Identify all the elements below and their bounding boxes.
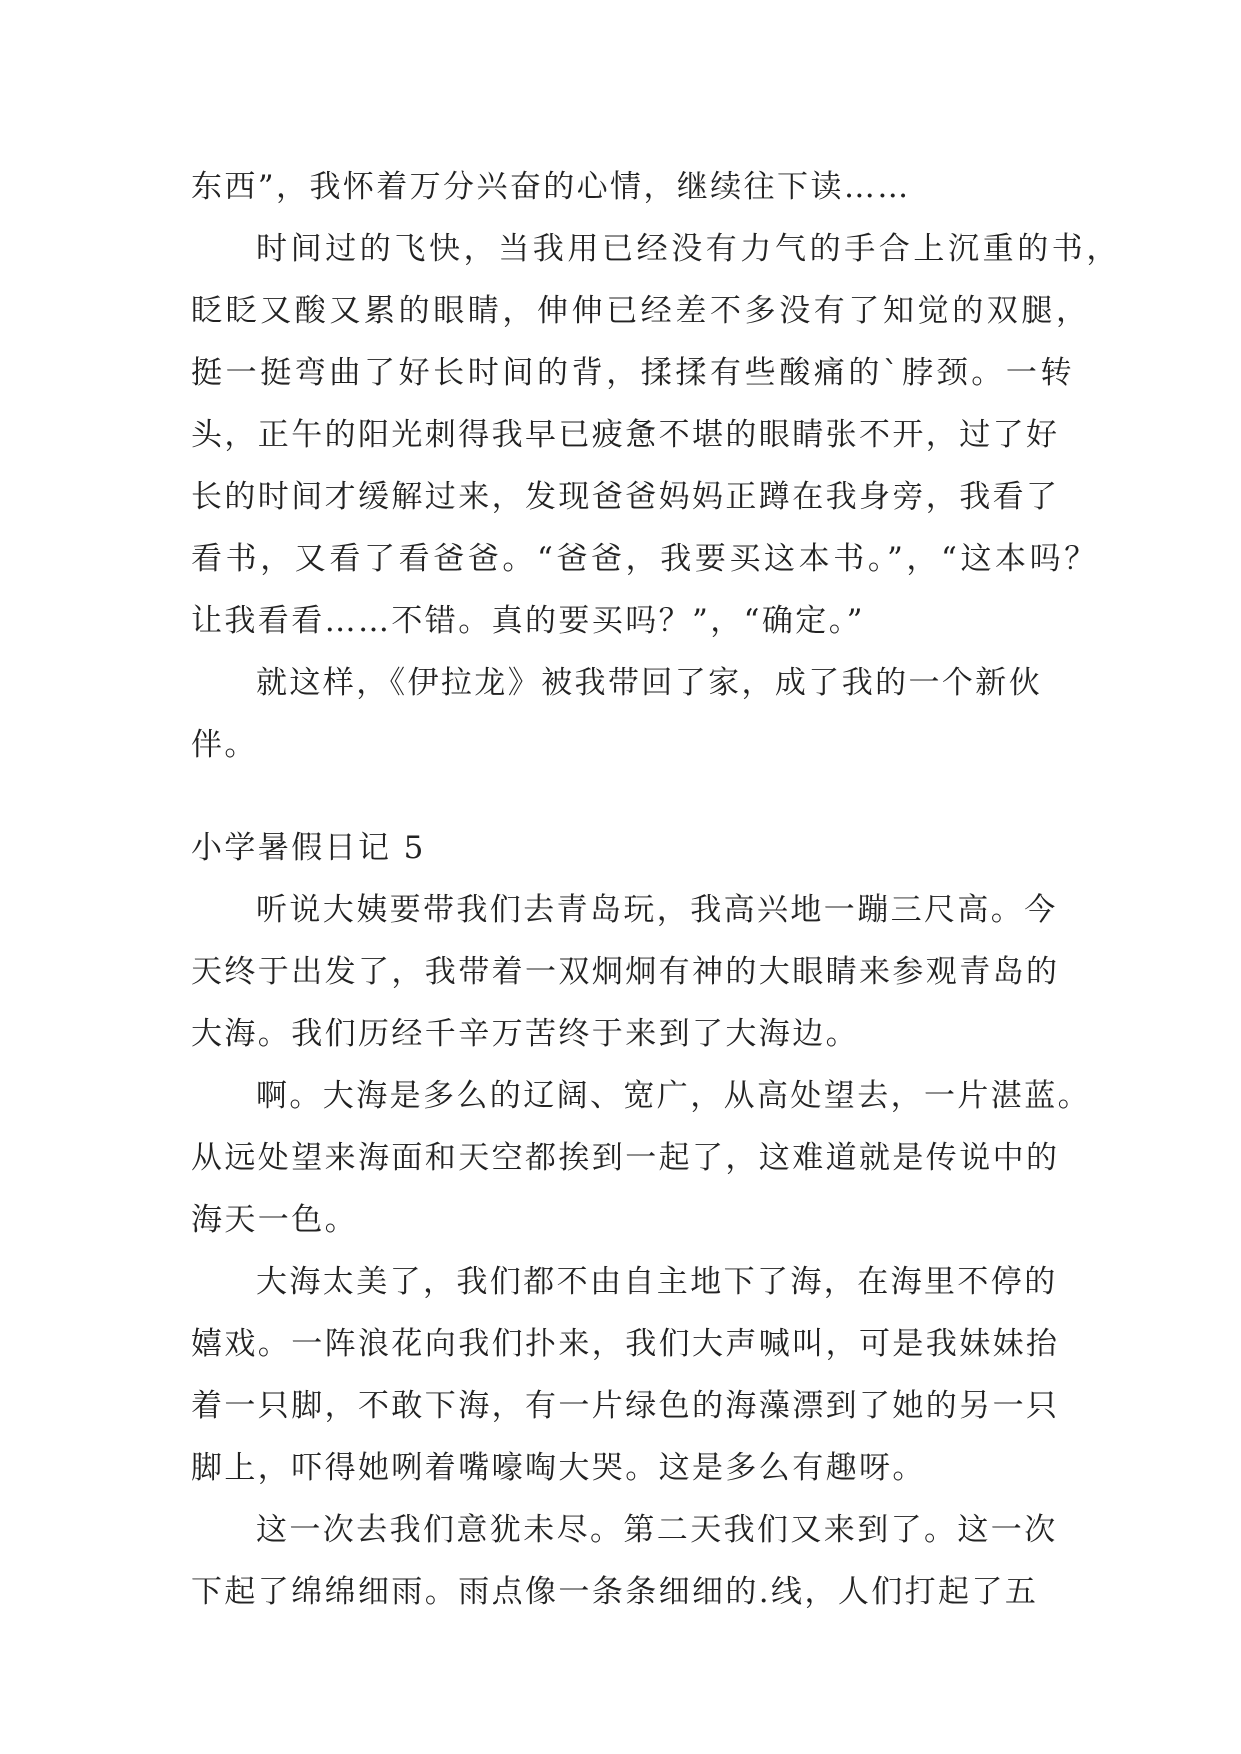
text-line: 长的时间才缓解过来，发现爸爸妈妈正蹲在我身旁，我看了 [191,479,1060,515]
paragraph-first-line: 啊。大海是多么的辽阔、宽广，从高处望去，一片湛蓝。 [256,1078,1091,1114]
text-line: 挺一挺弯曲了好长时间的背，揉揉有些酸痛的`脖颈。一转 [191,355,1076,391]
text-line: 从远处望来海面和天空都挨到一起了，这难道就是传说中的 [191,1140,1060,1176]
section-heading: 小学暑假日记 5 [191,830,426,866]
text-line: 头，正午的阳光刺得我早已疲惫不堪的眼睛张不开，过了好 [191,417,1060,453]
text-line: 下起了绵绵细雨。雨点像一条条细细的.线，人们打起了五 [191,1574,1039,1610]
text-line: 海天一色。 [191,1202,358,1238]
text-line: 天终于出发了，我带着一双炯炯有神的大眼睛来参观青岛的 [191,954,1060,990]
text-line: 嬉戏。一阵浪花向我们扑来，我们大声喊叫，可是我妹妹抬 [191,1326,1060,1362]
text-line: 让我看看……不错。真的要买吗？”，“确定。” [191,603,865,639]
text-line: 伴。 [191,727,258,763]
paragraph-first-line: 听说大姨要带我们去青岛玩，我高兴地一蹦三尺高。今 [256,892,1058,928]
text-line: 着一只脚，不敢下海，有一片绿色的海藻漂到了她的另一只 [191,1388,1060,1424]
text-line: 东西”，我怀着万分兴奋的心情，继续往下读…… [191,169,911,205]
paragraph-first-line: 时间过的飞快，当我用已经没有力气的手合上沉重的书， [256,231,1121,267]
text-line: 大海。我们历经千辛万苦终于来到了大海边。 [191,1016,859,1052]
paragraph-first-line: 这一次去我们意犹未尽。第二天我们又来到了。这一次 [256,1512,1058,1548]
text-line: 脚上，吓得她咧着嘴嚎啕大哭。这是多么有趣呀。 [191,1450,926,1486]
paragraph-first-line: 大海太美了，我们都不由自主地下了海，在海里不停的 [256,1264,1058,1300]
paragraph-first-line: 就这样，《伊拉龙》被我带回了家，成了我的一个新伙 [256,665,1043,701]
text-line: 看书，又看了看爸爸。“爸爸，我要买这本书。”，“这本吗？ [191,541,1099,577]
text-line: 眨眨又酸又累的眼睛，伸伸已经差不多没有了知觉的双腿， [191,293,1091,329]
